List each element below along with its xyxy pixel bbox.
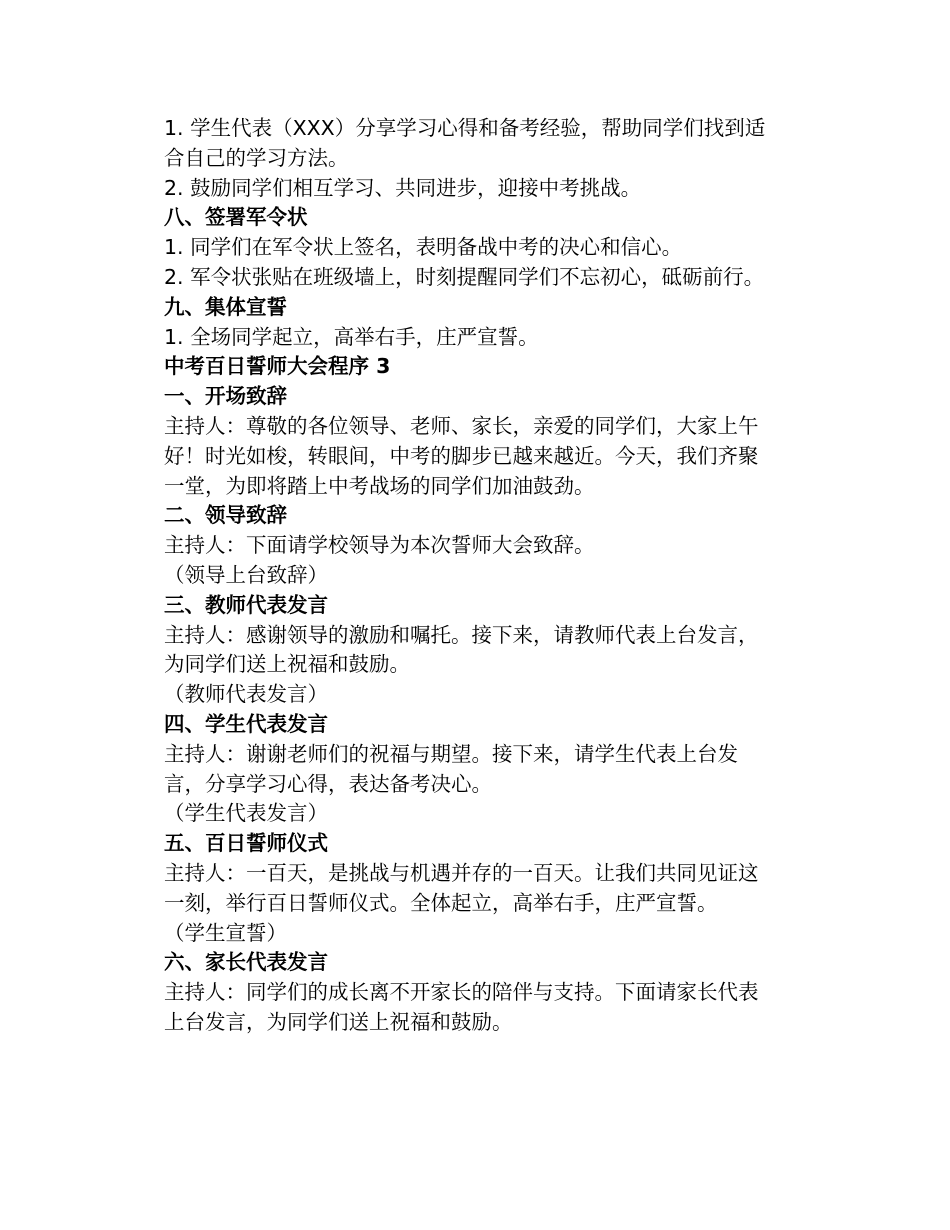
list-item: 1. 同学们在军令状上签名，表明备战中考的决心和信心。 [164,235,683,260]
list-item: 2. 军令状张贴在班级墙上，时刻提醒同学们不忘初心，砥砺前行。 [164,264,765,289]
stage-direction: （学生宣誓） [164,920,287,945]
paragraph: 主持人：感谢领导的激励和嘱托。接下来，请教师代表上台发言，为同学们送上祝福和鼓励。 [164,622,759,677]
paragraph: 主持人：一百天，是挑战与机遇并存的一百天。让我们共同见证这一刻，举行百日誓师仪式。全体起立，高举右手，庄严宣誓。 [164,860,759,915]
section-heading: 九、集体宣誓 [164,294,287,319]
document-title: 中考百日誓师大会程序 3 [164,354,391,379]
section-heading: 五、百日誓师仪式 [164,831,328,856]
stage-direction: （教师代表发言） [164,682,328,707]
section-heading: 三、教师代表发言 [164,592,328,617]
document-body [164,114,776,1038]
list-item: 1. 学生代表（XXX）分享学习心得和备考经验，帮助同学们找到适合自己的学习方法。 [164,116,766,170]
stage-direction: （领导上台致辞） [164,562,328,587]
stage-direction: （学生代表发言） [164,801,328,826]
list-item: 1. 全场同学起立，高举右手，庄严宣誓。 [164,324,539,349]
section-heading: 六、家长代表发言 [164,950,328,975]
list-item: 2. 鼓励同学们相互学习、共同进步，迎接中考挑战。 [164,175,642,200]
section-heading: 一、开场致辞 [164,384,287,409]
paragraph: 主持人：谢谢老师们的祝福与期望。接下来，请学生代表上台发言，分享学习心得，表达备考决心。 [164,741,738,796]
paragraph: 主持人：下面请学校领导为本次誓师大会致辞。 [164,533,595,558]
section-heading: 八、签署军令状 [164,205,308,230]
paragraph: 主持人：尊敬的各位领导、老师、家长，亲爱的同学们，大家上午好！时光如梭，转眼间，中考的脚步已越来越近。今天，我们齐聚一堂，为即将踏上中考战场的同学们加油鼓劲。 [164,413,759,498]
section-heading: 二、领导致辞 [164,503,287,528]
paragraph: 主持人：同学们的成长离不开家长的陪伴与支持。下面请家长代表上台发言，为同学们送上祝福和鼓励。 [164,980,759,1034]
section-heading: 四、学生代表发言 [164,711,328,736]
